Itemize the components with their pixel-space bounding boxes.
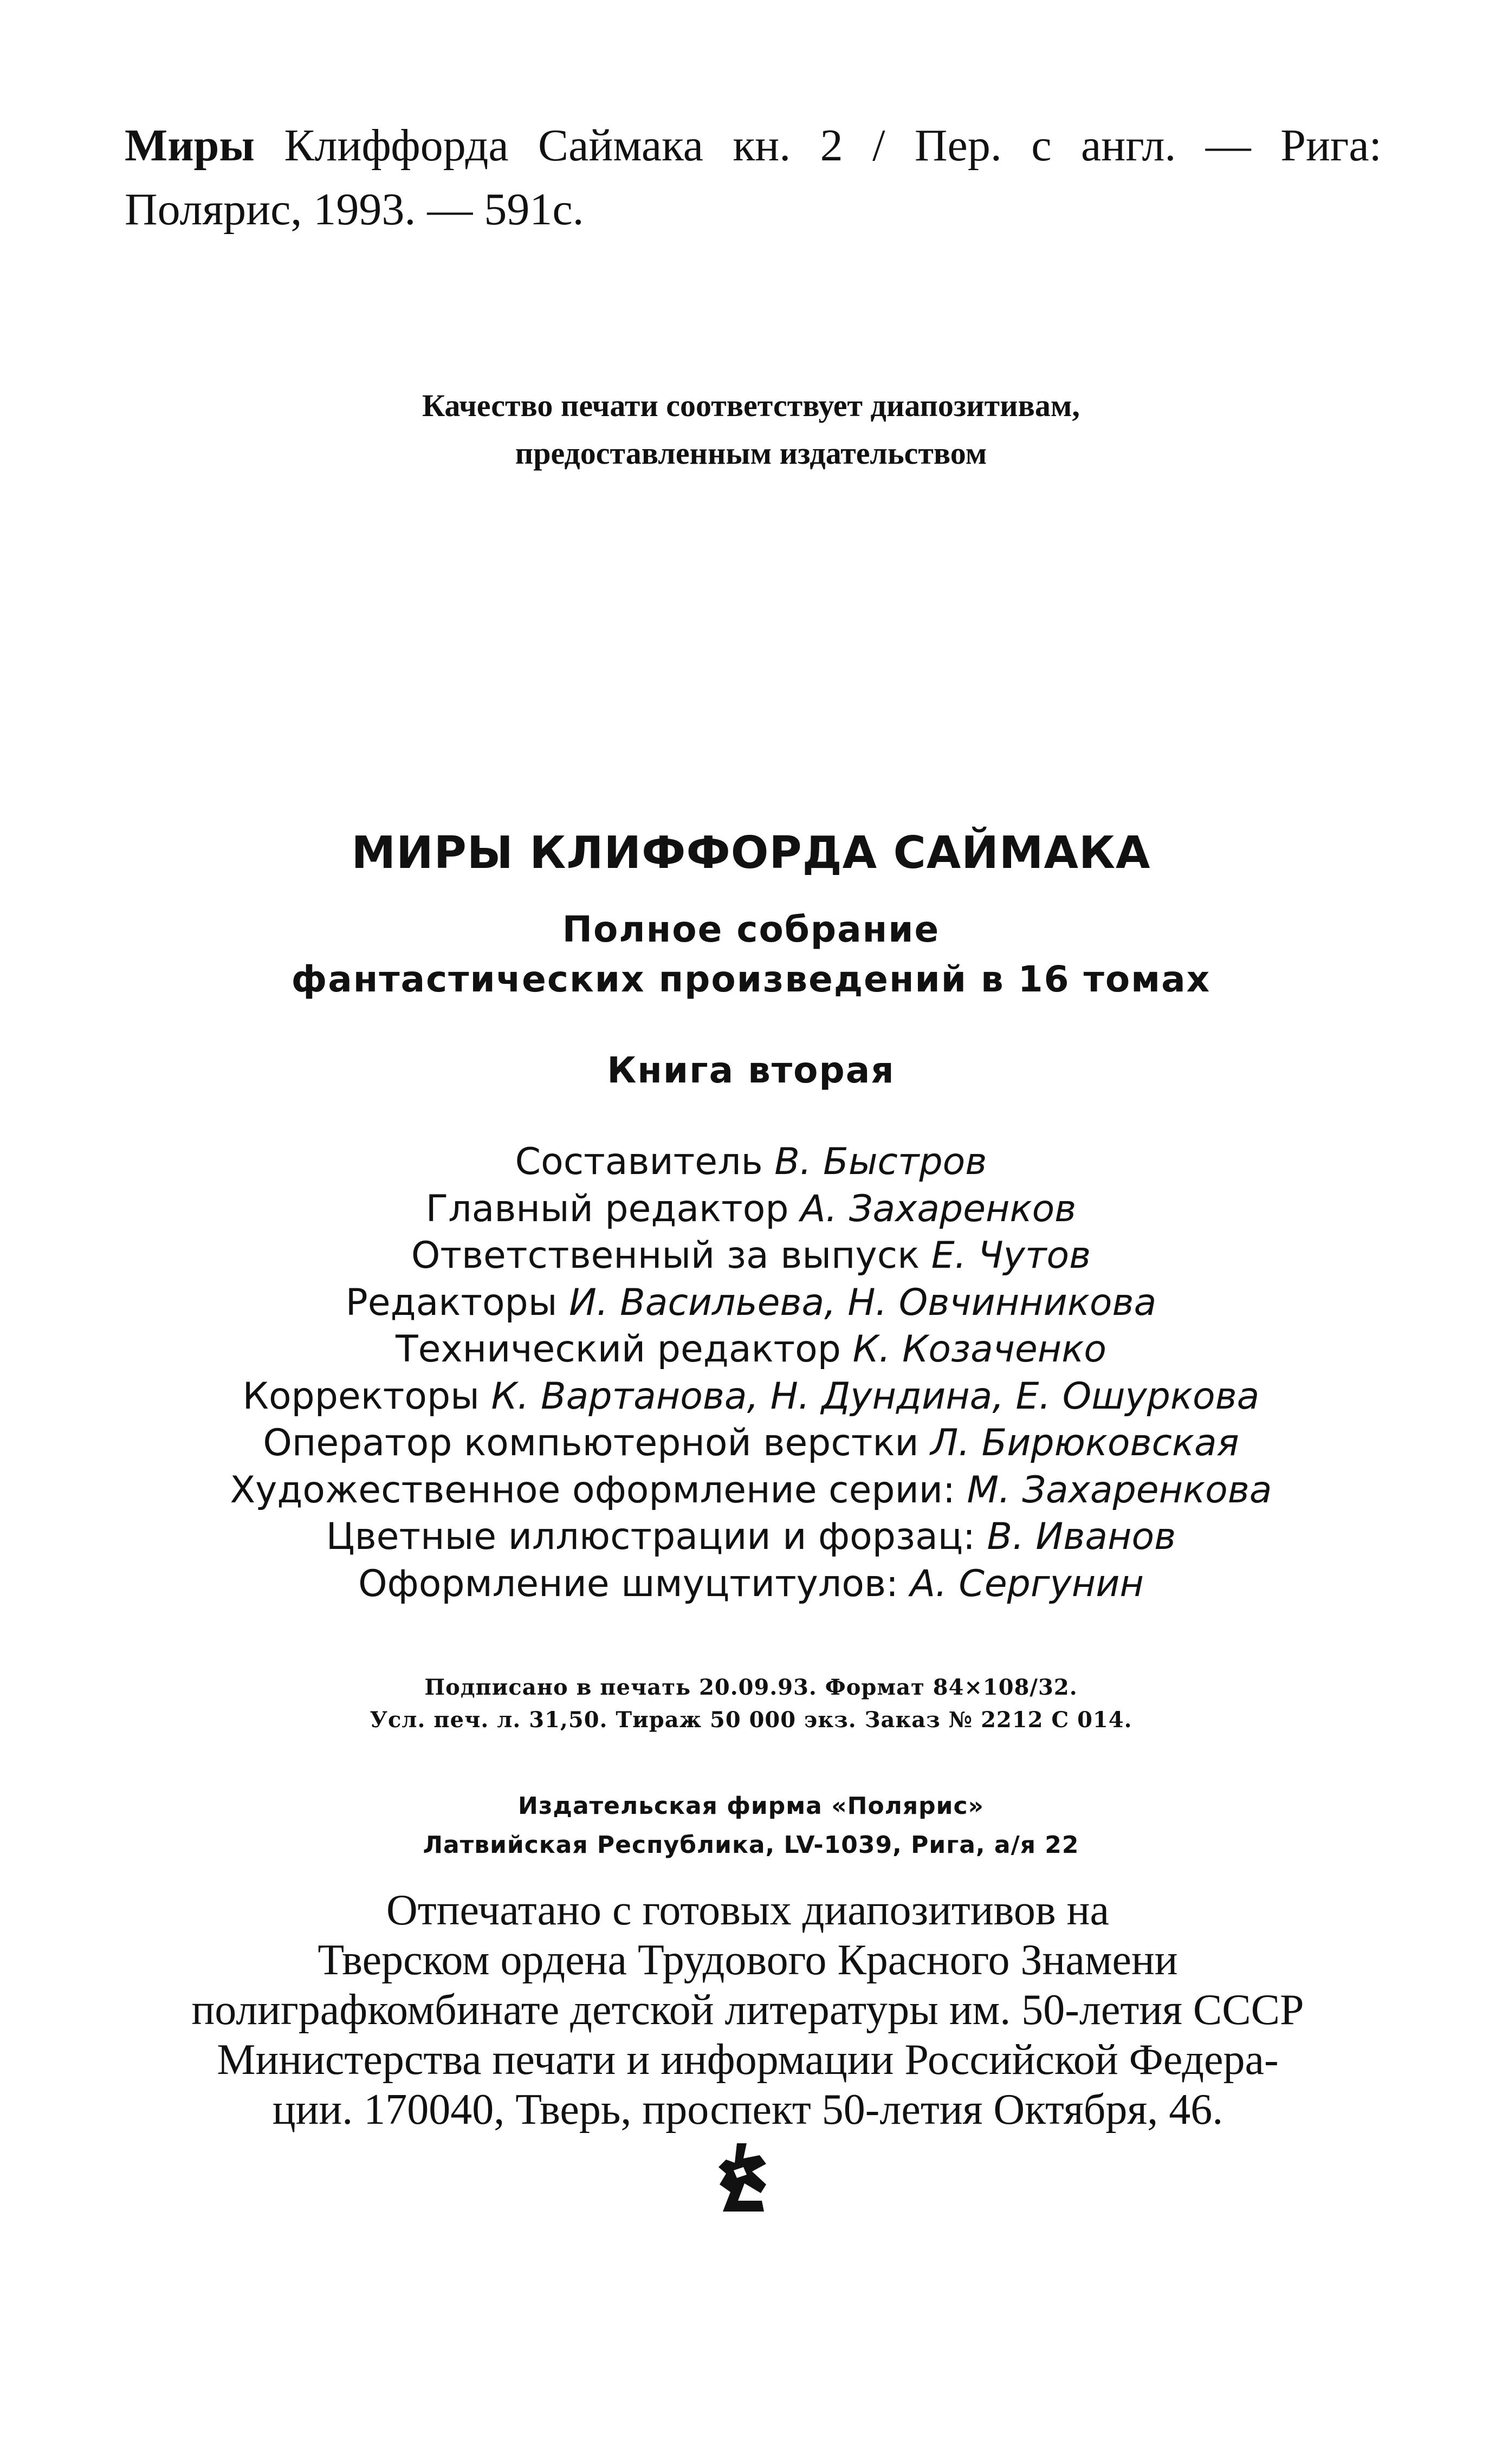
printer-line: Тверском ордена Трудового Красного Знамени (318, 1936, 1178, 1984)
subtitle-line: Полное собрание (562, 909, 940, 950)
print-details-line: Усл. печ. л. 31,50. Тираж 50 000 экз. Заказ № 2212 С 014. (370, 1707, 1132, 1733)
credit-row (0, 1280, 1502, 1327)
credit-name: К. Козаченко (852, 1328, 1106, 1371)
subtitle-line: фантастических произведений в 16 томах (291, 958, 1211, 1000)
print-quality-note (0, 382, 1502, 477)
publisher-address: Латвийская Республика, LV-1039, Рига, а/я 22 (423, 1831, 1079, 1859)
printer-line: ции. 170040, Тверь, проспект 50-летия Октября, 46. (272, 2086, 1223, 2134)
credit-role: Художественное оформление серии: (230, 1468, 967, 1512)
credit-name: Л. Бирюковская (930, 1422, 1239, 1464)
credit-row (0, 1514, 1502, 1561)
credit-name: А. Сергунин (910, 1562, 1144, 1605)
credit-row (0, 1139, 1502, 1186)
credits-list (0, 1139, 1502, 1607)
printer-logo-icon (710, 2140, 775, 2221)
print-quality-line: Качество печати соответствует диапозитивам, (422, 388, 1080, 423)
credit-name: М. Захаренкова (967, 1468, 1272, 1512)
publisher-info (0, 1787, 1502, 1865)
credit-role: Цветные иллюстрации и форзац: (326, 1515, 987, 1558)
credit-row (0, 1186, 1502, 1233)
printer-info (119, 1885, 1376, 2135)
credit-name: В. Быстров (774, 1140, 987, 1183)
series-title: МИРЫ КЛИФФОРДА САЙМАКА (351, 827, 1151, 879)
credit-row (0, 1233, 1502, 1280)
bibliographic-line-1: Клиффорда Саймака кн. 2 / Пер. с англ. — Рига: (254, 120, 1382, 171)
printer-line: Отпечатано с готовых диапозитивов на (386, 1886, 1109, 1934)
series-subtitle (0, 905, 1502, 1004)
credit-row (0, 1420, 1502, 1467)
credit-name: А. Захаренков (800, 1187, 1077, 1230)
credit-row (0, 1373, 1502, 1421)
credit-name: И. Васильева, Н. Овчинникова (569, 1281, 1157, 1324)
credit-role: Оформление шмуцтитулов: (358, 1562, 910, 1605)
credit-role: Технический редактор (396, 1328, 853, 1371)
printer-line: полиграфкомбинате детской литературы им. 50-летия СССР (191, 1986, 1304, 2034)
printer-line: Министерства печати и информации Российской Федера- (217, 2036, 1279, 2084)
credit-row (0, 1467, 1502, 1514)
book-number: Книга вторая (607, 1049, 895, 1091)
credit-name: В. Иванов (987, 1515, 1176, 1558)
publisher-name: Издательская фирма «Полярис» (518, 1792, 984, 1820)
credit-role: Редакторы (345, 1281, 569, 1324)
credit-role: Главный редактор (425, 1187, 801, 1230)
credit-role: Ответственный за выпуск (411, 1234, 931, 1277)
credit-role: Корректоры (242, 1374, 491, 1418)
credit-name: Е. Чутов (931, 1234, 1091, 1277)
bibliographic-record (125, 114, 1382, 242)
print-quality-line: предоставленным издательством (515, 436, 987, 471)
credit-name: К. Вартанова, Н. Дундина, Е. Ошуркова (491, 1374, 1260, 1418)
bibliographic-line-2: Полярис, 1993. — 591с. (125, 184, 584, 235)
print-details (0, 1671, 1502, 1736)
credit-role: Оператор компьютерной верстки (263, 1422, 931, 1464)
credit-role: Составитель (515, 1140, 775, 1183)
credit-row (0, 1326, 1502, 1373)
print-details-line: Подписано в печать 20.09.93. Формат 84×108/32. (424, 1675, 1078, 1700)
credit-row (0, 1561, 1502, 1608)
bibliographic-title-word: Миры (125, 120, 255, 171)
